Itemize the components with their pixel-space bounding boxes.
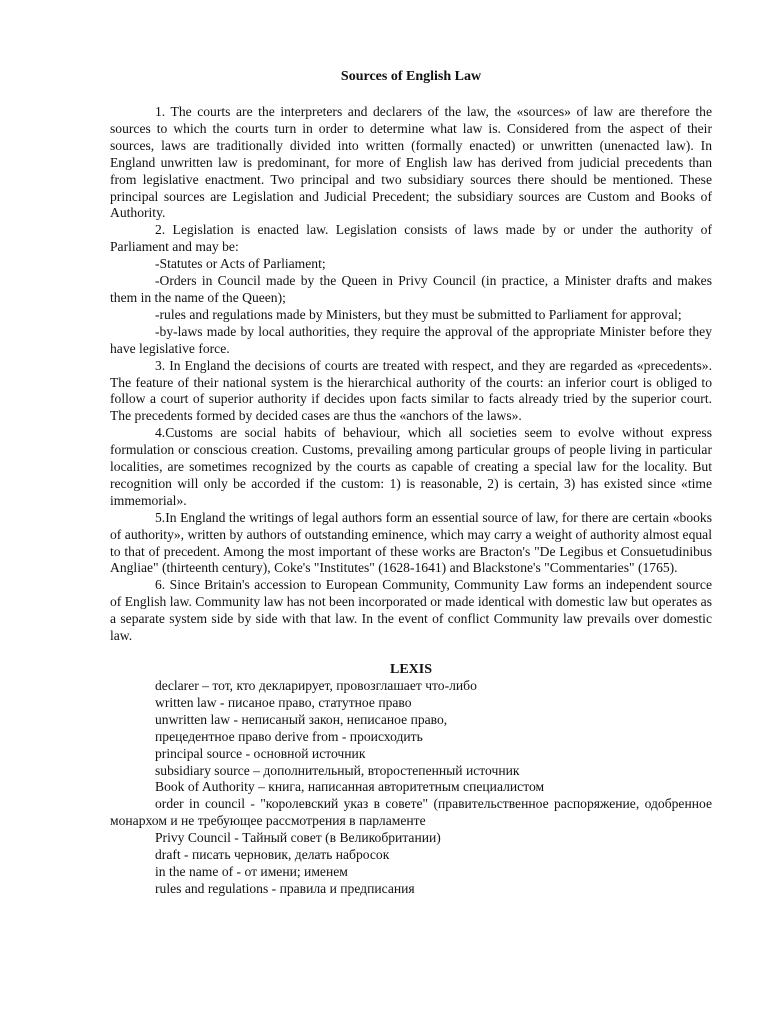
lexis-list bbox=[110, 678, 712, 898]
lexis-entry: written law - писаное право, статутное право bbox=[155, 694, 412, 710]
lexis-entry: in the name of - от имени; именем bbox=[155, 863, 348, 879]
lexis-entry: rules and regulations - правила и предписания bbox=[155, 880, 415, 896]
lexis-entry: declarer – тот, кто декларирует, провозглашает что-либо bbox=[155, 678, 477, 693]
lexis-entry: draft - писать черновик, делать набросок bbox=[155, 847, 390, 863]
lexis-entry: Book of Authority – книга, написанная авторитетным специалистом bbox=[155, 779, 545, 795]
lexis-entry: unwritten law - неписаный закон, неписаное право, bbox=[155, 711, 448, 727]
paragraph-2: 2. Legislation is enacted law. Legislation consists of laws made by or under the authority of Parliament and may be: bbox=[110, 222, 712, 255]
lexis-entry: прецедентное право derive from - происходить bbox=[155, 728, 423, 744]
paragraph-4: 4.Customs are social habits of behaviour, which all societies seem to evolve without express formulation or conscious creation. Customs, prevailing among particular groups of people living in particular localities, are sometimes recognized by the courts as capable of creating a special law for the locality. But recognition will only be accorded if the custom: 1) is reasonable, 2) is certain, 3) has existed since «time immemorial». bbox=[110, 425, 712, 508]
list-item-rules-regulations: -rules and regulations made by Ministers, but they must be submitted to Parliament for approval; bbox=[155, 306, 682, 322]
document-title: Sources of English Law bbox=[340, 69, 482, 84]
lexis-entry: principal source - основной источник bbox=[155, 745, 366, 761]
lexis-entry: subsidiary source – дополнительный, второстепенный источник bbox=[155, 762, 520, 778]
paragraph-6: 6. Since Britain's accession to European Community, Community Law forms an independent source of English law. Community law has not been incorporated or made identical with domestic law but operates as a separate system side by side with that law. In the event of conflict Community law prevails over domestic law. bbox=[110, 577, 712, 644]
paragraph-3: 3. In England the decisions of courts are treated with respect, and they are regarded as «precedents». The feature of their national system is the hierarchical authority of the courts: an inferior court is obliged to follow a court of superior authority if decides upon facts similar to facts already tried by the superior court. The precedents formed by decided cases are thus the «anchors of the laws». bbox=[110, 357, 712, 424]
list-item-by-laws: -by-laws made by local authorities, they require the approval of the appropriate Minister before they have legislative force. bbox=[110, 323, 712, 356]
list-item-statutes: -Statutes or Acts of Parliament; bbox=[155, 256, 326, 272]
paragraph-1: 1. The courts are the interpreters and declarers of the law, the «sources» of law are therefore the sources to which the courts turn in order to determine what law is. Considered from the aspect of their sources, laws are traditionally divided into written (formally enacted) or unwritten (unenacted law). In England unwritten law is predominant, for more of English law has derived from judicial precedents than from legislative enactment. Two principal and two subsidiary sources there should be mentioned. These principal sources are Legislation and Judicial Precedent; the subsidiary sources are Custom and Books of Authority. bbox=[110, 104, 712, 221]
lexis-entry: order in council - "королевский указ в совете" (правительственное распоряжение, одобренное монархом и не требующее рассмотрения в парламенте bbox=[110, 796, 712, 829]
list-item-orders-in-council: -Orders in Council made by the Queen in Privy Council (in practice, a Minister drafts and makes them in the name of the Queen); bbox=[110, 273, 712, 305]
lexis-entry: Privy Council - Тайный совет (в Великобритании) bbox=[155, 830, 441, 846]
document-body bbox=[110, 104, 712, 645]
lexis-title: LEXIS bbox=[389, 662, 433, 677]
paragraph-5: 5.In England the writings of legal authors form an essential source of law, for there are certain «books of authority», written by authors of outstanding eminence, which may carry a weight of authority almost equal to that of precedent. Among the most important of these works are Bracton's "De Legibus et Consuetudinibus Angliae" (thirteenth century), Coke's "Institutes" (1628-1641) and Blackstone's "Commentaries" (1765). bbox=[110, 509, 712, 576]
